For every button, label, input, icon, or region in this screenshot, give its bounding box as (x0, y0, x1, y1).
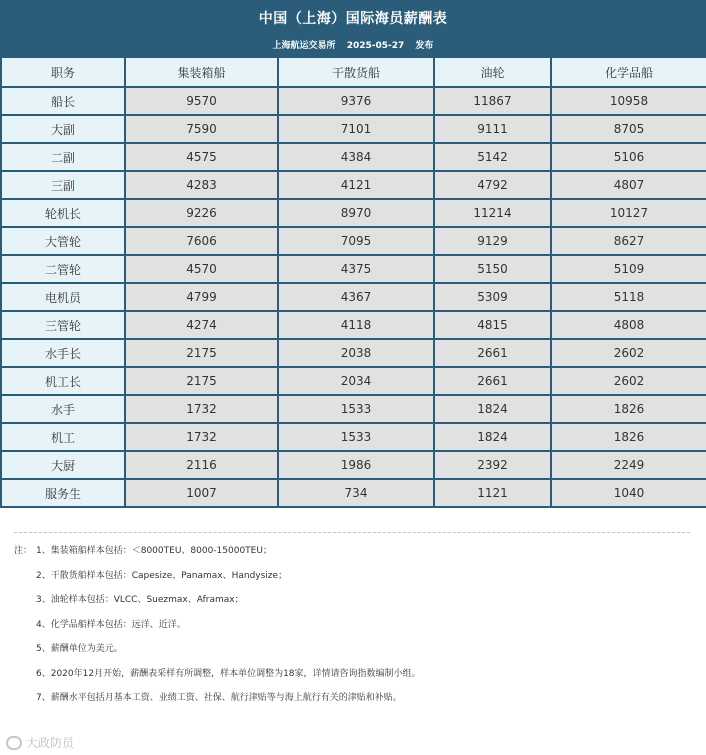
page-title: 中国（上海）国际海员薪酬表 (258, 11, 448, 27)
notes-list (14, 539, 690, 711)
header-banner (0, 0, 706, 56)
salary-cell: 1533 (278, 423, 434, 451)
salary-cell: 5106 (551, 143, 706, 171)
row-role-cell: 二管轮 (1, 255, 125, 283)
table-row (1, 451, 706, 479)
row-role-cell: 水手 (1, 395, 125, 423)
salary-cell: 1824 (434, 395, 551, 423)
column-header-bulk-carrier: 干散货船 (278, 57, 434, 87)
table-row (1, 227, 706, 255)
salary-cell: 8627 (551, 227, 706, 255)
salary-cell: 9226 (125, 199, 278, 227)
table-row (1, 171, 706, 199)
notes-section (14, 532, 690, 711)
table-header-row (1, 57, 706, 87)
salary-cell: 9111 (434, 115, 551, 143)
publish-label: 发布 (415, 41, 434, 51)
note-text: 7、薪酬水平包括月基本工资、业绩工资、社保、航行津贴等与海上航行有关的津贴和补贴。 (36, 693, 402, 703)
salary-cell: 4808 (551, 311, 706, 339)
row-role-cell: 大副 (1, 115, 125, 143)
table-body (1, 87, 706, 507)
table-row (1, 115, 706, 143)
row-role-cell: 大厨 (1, 451, 125, 479)
row-role-cell: 水手长 (1, 339, 125, 367)
salary-cell: 1826 (551, 395, 706, 423)
publish-info (0, 38, 706, 51)
salary-cell: 10958 (551, 87, 706, 115)
table-row (1, 395, 706, 423)
salary-cell: 1826 (551, 423, 706, 451)
salary-cell: 4792 (434, 171, 551, 199)
note-item (14, 564, 690, 589)
note-item (14, 613, 690, 638)
salary-cell: 2661 (434, 339, 551, 367)
salary-cell: 2249 (551, 451, 706, 479)
note-item (14, 539, 690, 564)
salary-cell: 1732 (125, 423, 278, 451)
notes-prefix: 注： (14, 546, 33, 556)
row-role-cell: 服务生 (1, 479, 125, 507)
salary-cell: 1533 (278, 395, 434, 423)
row-role-cell: 船长 (1, 87, 125, 115)
salary-cell: 4375 (278, 255, 434, 283)
salary-cell: 2661 (434, 367, 551, 395)
row-role-cell: 大管轮 (1, 227, 125, 255)
table-row (1, 423, 706, 451)
salary-cell: 2602 (551, 367, 706, 395)
salary-cell: 4575 (125, 143, 278, 171)
salary-cell: 2602 (551, 339, 706, 367)
note-item (14, 686, 690, 711)
salary-cell: 9376 (278, 87, 434, 115)
salary-cell: 1732 (125, 395, 278, 423)
salary-cell: 11867 (434, 87, 551, 115)
salary-cell: 7590 (125, 115, 278, 143)
row-role-cell: 三管轮 (1, 311, 125, 339)
salary-cell: 5118 (551, 283, 706, 311)
salary-cell: 2175 (125, 367, 278, 395)
salary-cell: 7606 (125, 227, 278, 255)
salary-cell: 5150 (434, 255, 551, 283)
salary-cell: 4274 (125, 311, 278, 339)
salary-cell: 4815 (434, 311, 551, 339)
salary-cell: 10127 (551, 199, 706, 227)
note-item (14, 588, 690, 613)
table-row (1, 255, 706, 283)
salary-cell: 5142 (434, 143, 551, 171)
salary-cell: 2034 (278, 367, 434, 395)
row-role-cell: 二副 (1, 143, 125, 171)
salary-cell: 2038 (278, 339, 434, 367)
note-item (14, 662, 690, 687)
salary-table (0, 56, 706, 508)
row-role-cell: 电机员 (1, 283, 125, 311)
salary-cell: 1986 (278, 451, 434, 479)
table-row (1, 87, 706, 115)
salary-cell: 7101 (278, 115, 434, 143)
watermark-logo-icon (6, 736, 22, 750)
salary-cell: 1007 (125, 479, 278, 507)
note-text: 1、集装箱船样本包括：＜8000TEU、8000-15000TEU； (36, 546, 272, 556)
table-row (1, 479, 706, 507)
column-header-oil-tanker: 油轮 (434, 57, 551, 87)
publisher-name: 上海航运交易所 (272, 41, 336, 51)
salary-cell: 4384 (278, 143, 434, 171)
row-role-cell: 轮机长 (1, 199, 125, 227)
salary-cell: 1824 (434, 423, 551, 451)
salary-cell: 5309 (434, 283, 551, 311)
row-role-cell: 机工长 (1, 367, 125, 395)
salary-cell: 5109 (551, 255, 706, 283)
salary-cell: 9570 (125, 87, 278, 115)
salary-cell: 4367 (278, 283, 434, 311)
salary-cell: 4121 (278, 171, 434, 199)
watermark (6, 734, 74, 751)
row-role-cell: 机工 (1, 423, 125, 451)
salary-cell: 4799 (125, 283, 278, 311)
salary-cell: 1121 (434, 479, 551, 507)
salary-cell: 2116 (125, 451, 278, 479)
table-row (1, 367, 706, 395)
note-text: 2、干散货船样本包括：Capesize、Panamax、Handysize； (36, 570, 288, 581)
row-role-cell: 三副 (1, 171, 125, 199)
salary-cell: 2175 (125, 339, 278, 367)
salary-cell: 11214 (434, 199, 551, 227)
note-item (14, 637, 690, 662)
salary-cell: 734 (278, 479, 434, 507)
table-row (1, 283, 706, 311)
publish-date: 2025-05-27 (346, 41, 405, 51)
table-row (1, 311, 706, 339)
column-header-container-ship: 集装箱船 (125, 57, 278, 87)
salary-cell: 9129 (434, 227, 551, 255)
salary-cell: 8705 (551, 115, 706, 143)
salary-cell: 8970 (278, 199, 434, 227)
salary-cell: 4570 (125, 255, 278, 283)
salary-cell: 2392 (434, 451, 551, 479)
salary-cell: 7095 (278, 227, 434, 255)
table-row (1, 143, 706, 171)
column-header-role: 职务 (1, 57, 125, 87)
note-text: 5、薪酬单位为美元。 (36, 644, 123, 654)
salary-cell: 4807 (551, 171, 706, 199)
watermark-text: 大政防员 (26, 736, 75, 750)
note-text: 4、化学品船样本包括：远洋、近洋。 (36, 619, 186, 630)
note-text: 3、油轮样本包括：VLCC、Suezmax、Aframax； (36, 595, 244, 605)
salary-cell: 4283 (125, 171, 278, 199)
table-row (1, 339, 706, 367)
column-header-chemical-tanker: 化学品船 (551, 57, 706, 87)
salary-cell: 1040 (551, 479, 706, 507)
note-text: 6、2020年12月开始，薪酬表采样有所调整，样本单位调整为18家，详情请咨询指数编制小组。 (36, 668, 421, 679)
table-row (1, 199, 706, 227)
salary-cell: 4118 (278, 311, 434, 339)
